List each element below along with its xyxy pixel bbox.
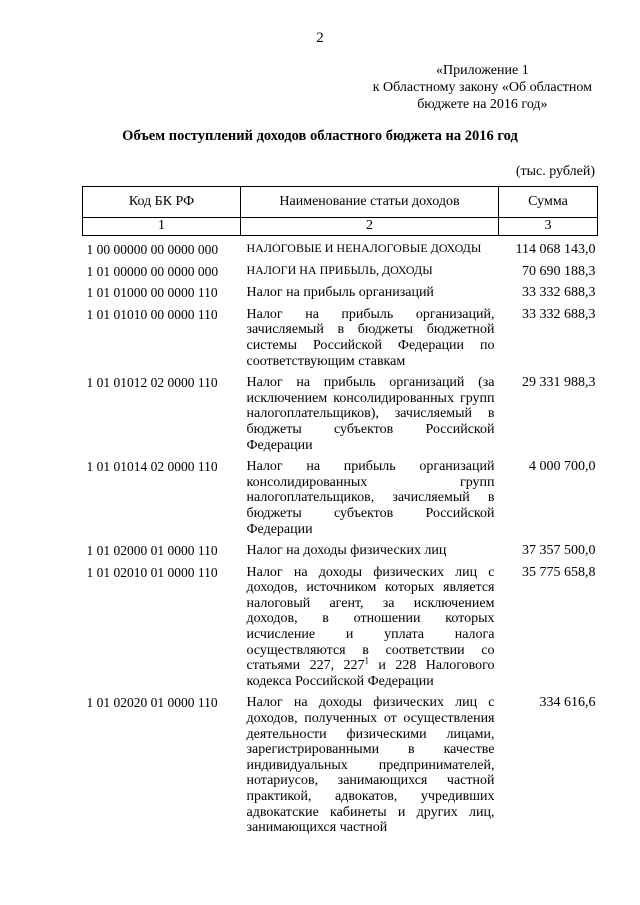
- column-number: 2: [241, 218, 499, 236]
- page-number: 2: [316, 30, 324, 46]
- row-code: 1 01 01010 00 0000 110: [86, 306, 218, 322]
- row-code: 1 01 02000 01 0000 110: [86, 543, 218, 559]
- appendix-line-1: «Приложение 1: [436, 63, 529, 78]
- row-amount: 37 357 500,0: [522, 543, 596, 559]
- row-amount: 114 068 143,0: [515, 242, 596, 257]
- column-number: 1: [83, 218, 241, 236]
- row-name: Налог на прибыль организаций, зачисляемый в бюджеты бюджетной системы Российской Федерации по соответствующим ставкам: [246, 306, 495, 369]
- table-row: [83, 537, 598, 559]
- units-label: (тыс. рублей): [515, 164, 595, 179]
- row-amount: 70 690 188,3: [522, 263, 596, 279]
- header-amount: Сумма: [499, 187, 598, 218]
- table-row: [83, 559, 598, 690]
- superscript: 1: [364, 655, 369, 666]
- row-amount: 29 331 988,3: [522, 375, 596, 391]
- row-name: НАЛОГИ НА ПРИБЫЛЬ, ДОХОДЫ: [246, 262, 433, 277]
- table-row: [83, 236, 598, 258]
- row-name: НАЛОГОВЫЕ И НЕНАЛОГОВЫЕ ДОХОДЫ: [246, 241, 482, 255]
- column-number: 3: [499, 218, 598, 236]
- row-name: Налог на прибыль организаций консолидированных групп налогоплательщиков, зачисляемый в бюджеты субъектов Российской Федерации: [246, 459, 495, 537]
- row-amount: 334 616,6: [539, 695, 596, 711]
- row-code: 1 01 01000 00 0000 110: [86, 285, 218, 301]
- column-number-row: [83, 218, 598, 236]
- row-name-text: Налог на доходы физических лиц с доходов, источником которых является налоговый агент, за исключением доходов, в отношении которых исчисление и уплата налога осуществляются в соответствии со статьями 227, 227: [246, 564, 495, 674]
- row-code: 1 01 01012 02 0000 110: [86, 375, 218, 391]
- row-name: Налог на доходы физических лиц: [246, 543, 447, 559]
- row-name: [241, 559, 499, 690]
- row-name: Налог на прибыль организаций: [246, 285, 434, 301]
- table-row: [83, 369, 598, 453]
- row-amount: 33 332 688,3: [522, 306, 596, 322]
- row-code: 1 01 02010 01 0000 110: [86, 564, 218, 580]
- table-row: [83, 453, 598, 537]
- row-code: 1 00 00000 00 0000 000: [86, 242, 219, 257]
- document-title: Объем поступлений доходов областного бюджета на 2016 год: [122, 128, 518, 144]
- revenue-table: [82, 186, 598, 836]
- row-amount: 33 332 688,3: [522, 285, 596, 301]
- row-amount: 35 775 658,8: [522, 564, 596, 580]
- table-row: [83, 689, 598, 835]
- row-code: 1 01 01014 02 0000 110: [86, 459, 218, 475]
- appendix-line-2: к Областному закону «Об областном: [372, 80, 592, 95]
- table-row: [83, 301, 598, 369]
- row-amount: 4 000 700,0: [529, 459, 596, 475]
- table-header-row: [83, 187, 598, 218]
- row-code: 1 01 00000 00 0000 000: [86, 263, 219, 279]
- row-name-text: и 228 Налогового кодекса Российской Федерации: [246, 658, 495, 689]
- header-code: Код БК РФ: [83, 187, 241, 218]
- table-row: [83, 258, 598, 280]
- row-name: Налог на прибыль организаций (за исключением консолидированных групп налогоплательщиков), зачисляемый в бюджеты субъектов Российской Федерации: [246, 375, 495, 453]
- row-name: Налог на доходы физических лиц с доходов, полученных от осуществления деятельности физическими лицами, зарегистрированными в качестве индивидуальных предпринимателей, нотариусов, занимающихся частной практикой, адвокатов, учредивших адвокатские кабинеты и других лиц, занимающихся частной: [246, 695, 495, 836]
- appendix-line-3: бюджете на 2016 год»: [417, 97, 548, 112]
- header-name: Наименование статьи доходов: [241, 187, 499, 218]
- appendix-note: [373, 62, 592, 113]
- table-row: [83, 279, 598, 301]
- row-code: 1 01 02020 01 0000 110: [86, 695, 218, 711]
